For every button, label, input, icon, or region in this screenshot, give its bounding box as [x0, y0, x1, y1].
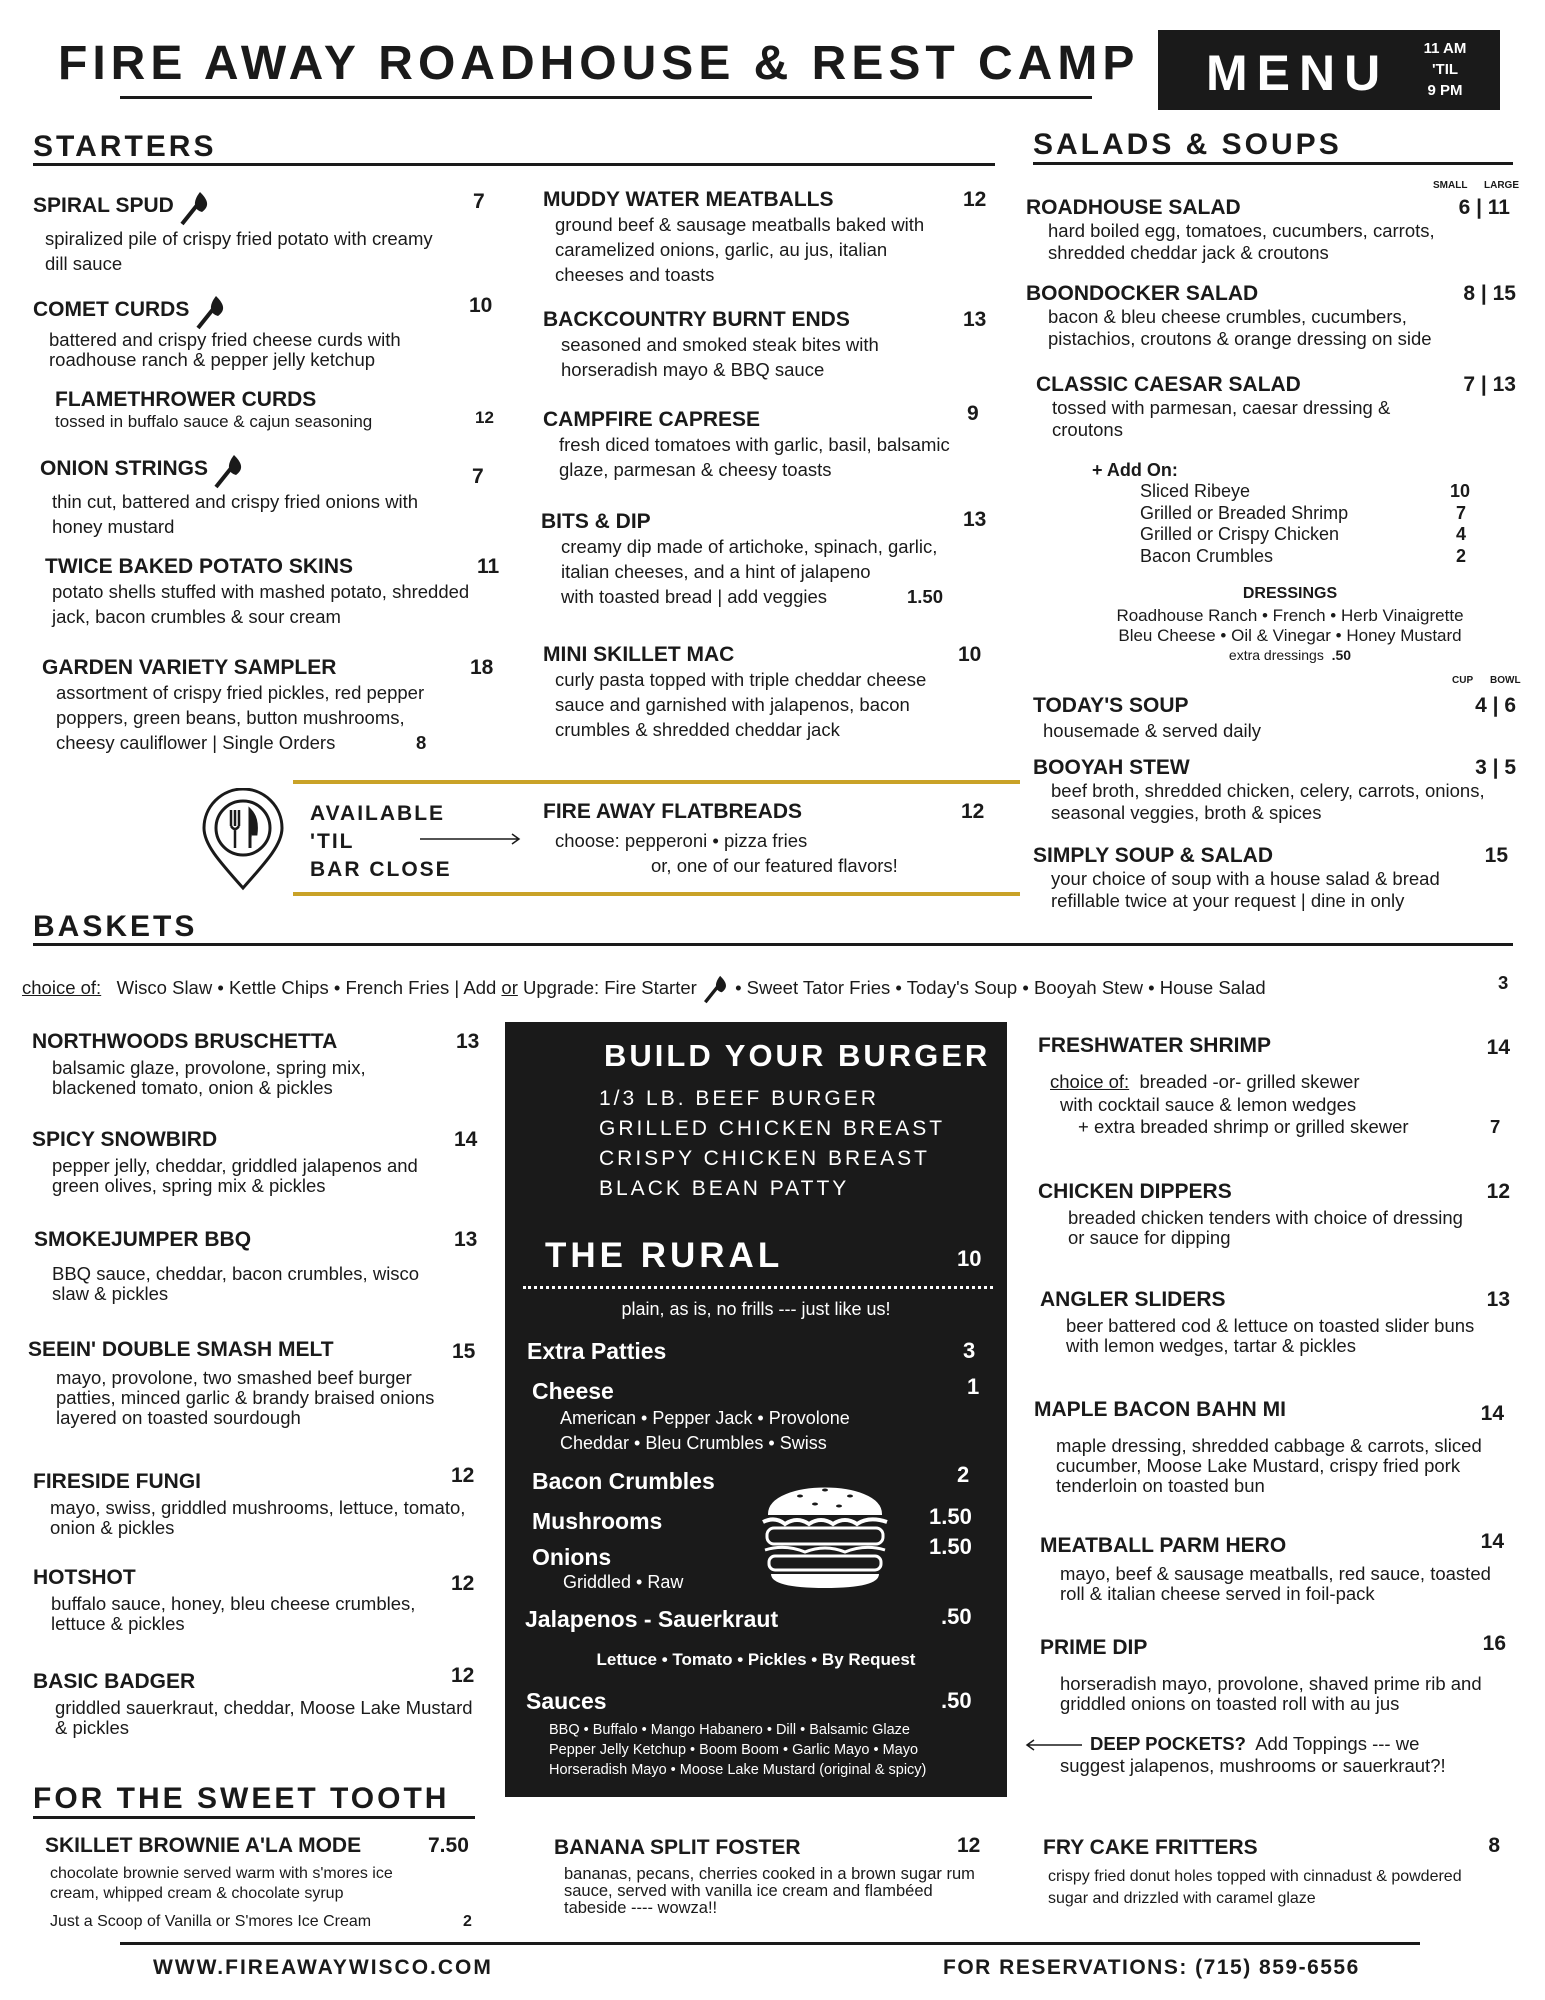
arrow-right-icon [420, 832, 522, 846]
addon-price: 7 [1455, 502, 1466, 523]
item-desc: beer battered cod & lettuce on toasted slider buns with lemon wedges, tartar & pickles [1066, 1315, 1475, 1356]
item-name: SPICY SNOWBIRD [32, 1128, 218, 1151]
the-rural-price: 10 [957, 1246, 982, 1271]
item-desc: spiralized pile of crispy fried potato with creamy dill sauce [45, 228, 433, 274]
item-name: BASIC BADGER [33, 1670, 196, 1693]
menu-item-spicy-snowbird [32, 1128, 482, 1196]
item-name: BOOYAH STEW [1033, 756, 1190, 779]
item-desc: mayo, beef & sausage meatballs, red sauce, toasted roll & italian cheese served in foil-pack [1060, 1563, 1491, 1604]
baskets-sides-line [22, 972, 1522, 1006]
sauces-list-3: Horseradish Mayo • Moose Lake Mustard (original & spicy) [549, 1762, 927, 1778]
item-price: 12 [957, 1834, 981, 1857]
menu-item-boondocker-salad [1026, 282, 1518, 350]
size-bowl-label: BOWL [1490, 675, 1521, 686]
item-desc: griddled sauerkraut, cheddar, Moose Lake Mustard & pickles [55, 1697, 473, 1738]
item-price: 14 [1486, 1036, 1510, 1059]
item-price: 12 [963, 188, 987, 211]
item-name: MINI SKILLET MAC [543, 643, 735, 666]
bar-close-line-2: 'TIL [310, 830, 355, 853]
salads-soups-heading: SALADS & SOUPS [1033, 128, 1342, 161]
addon-row [1140, 546, 1470, 568]
item-desc: BBQ sauce, cheddar, bacon crumbles, wisco slaw & pickles [52, 1263, 420, 1304]
item-desc: maple dressing, shredded cabbage & carrots, sliced cucumber, Moose Lake Mustard, crispy fried pork tenderloin on toasted bun [1056, 1435, 1482, 1496]
item-name: FIRESIDE FUNGI [33, 1470, 202, 1493]
match-flame-icon [212, 453, 246, 489]
menu-item-campfire-caprese [543, 402, 993, 482]
item-desc: creamy dip made of artichoke, spinach, garlic, italian cheeses, and a hint of jalapeno [561, 536, 938, 582]
hours-til: 'TIL [1431, 61, 1459, 78]
item-desc: chocolate brownie served warm with s'mores ice cream, whipped cream & chocolate syrup [50, 1865, 393, 1902]
menu-item-meatball-parm-hero [1040, 1530, 1510, 1604]
item-desc: horseradish mayo, provolone, shaved prime rib and griddled onions on toasted roll with au jus [1060, 1673, 1482, 1714]
ice-cream-scoop-line [50, 1912, 475, 1932]
item-price: 8 [1488, 1834, 1500, 1857]
item-desc: housemade & served daily [1043, 720, 1262, 741]
salads-rule [1033, 162, 1513, 165]
item-price: 10 [958, 643, 982, 666]
flatbread-bottom-rule [293, 892, 1020, 896]
item-price: 10 [469, 294, 493, 317]
dressings-line-1: Roadhouse Ranch • French • Herb Vinaigrette [1116, 606, 1464, 625]
burger-sketch-icon [755, 1468, 895, 1592]
item-name: BANANA SPLIT FOSTER [554, 1836, 801, 1859]
item-desc: bananas, pecans, cherries cooked in a brown sugar rum sauce, served with vanilla ice cream and flambéed tabeside ---- wowza!! [564, 1865, 975, 1917]
item-name: SPIRAL SPUD [33, 194, 174, 218]
burger-option: CRISPY CHICKEN BREAST [599, 1147, 931, 1170]
addon-row [1140, 524, 1470, 546]
deep-pockets-title: DEEP POCKETS? [1090, 1733, 1246, 1754]
item-name: GARDEN VARIETY SAMPLER [42, 656, 337, 679]
the-rural-desc: plain, as is, no frills --- just like us! [621, 1299, 891, 1319]
item-name: FRESHWATER SHRIMP [1038, 1034, 1271, 1057]
extra-dressings [1040, 646, 1540, 664]
extra-patties-price: 3 [963, 1338, 976, 1363]
addon-price: 4 [1455, 524, 1466, 544]
item-price: 7.50 [428, 1834, 469, 1857]
jalapenos-price: .50 [941, 1604, 972, 1629]
reservations-phone[interactable]: FOR RESERVATIONS: (715) 859-6556 [943, 1956, 1360, 1979]
item-price: 14 [1480, 1530, 1504, 1553]
item-price: 13 [963, 508, 987, 531]
item-desc: curly pasta topped with triple cheddar cheese sauce and garnished with jalapenos, bacon crumbles & shredded cheddar jack [555, 669, 927, 740]
item-extra: Just a Scoop of Vanilla or S'mores Ice Cream [50, 1913, 372, 1930]
burger-title: BUILD YOUR BURGER [604, 1038, 991, 1073]
deep-pockets-text-2: suggest jalapenos, mushrooms or sauerkraut?! [1060, 1755, 1446, 1776]
item-price: 12 [451, 1664, 475, 1687]
menu-item-booyah-stew [1033, 756, 1518, 824]
sauces-list-2: Pepper Jelly Ketchup • Boom Boom • Garlic Mayo • Mayo [549, 1742, 919, 1758]
dotted-divider [523, 1286, 993, 1289]
upgrade-list: Upgrade: Fire Starter [523, 976, 697, 998]
menu-item-basic-badger [33, 1664, 483, 1738]
item-name: TODAY'S SOUP [1033, 694, 1189, 717]
cheese-options-1: American • Pepper Jack • Provolone [560, 1408, 850, 1428]
onions: Onions [532, 1544, 612, 1570]
item-name: CAMPFIRE CAPRESE [543, 408, 761, 431]
menu-item-comet-curds [33, 294, 493, 370]
sauces: Sauces [526, 1688, 607, 1714]
item-desc: bacon & bleu cheese crumbles, cucumbers, pistachios, croutons & orange dressing on side [1048, 306, 1432, 349]
match-flame-icon [178, 190, 212, 226]
menu-item-prime-dip [1040, 1632, 1510, 1714]
item-name: HOTSHOT [33, 1566, 136, 1589]
item-desc-2: with cocktail sauce & lemon wedges [1060, 1094, 1357, 1115]
flatbread-top-rule [293, 780, 1020, 784]
menu-item-fry-cake-fritters [1043, 1836, 1510, 1910]
addon-name: Grilled or Crispy Chicken [1140, 524, 1340, 544]
item-desc: crispy fried donut holes topped with cinnadust & powdered sugar and drizzled with caramel glaze [1048, 1868, 1462, 1907]
sides-list: Wisco Slaw • Kettle Chips • French Fries | Add [116, 976, 497, 998]
item-name: FIRE AWAY FLATBREADS [543, 800, 803, 823]
item-desc: tossed with parmesan, caesar dressing & croutons [1052, 397, 1391, 440]
item-name: ROADHOUSE SALAD [1026, 196, 1241, 219]
item-desc: your choice of soup with a house salad & bread refillable twice at your request | dine in only [1051, 868, 1440, 911]
dressings-line-2: Bleu Cheese • Oil & Vinegar • Honey Mustard [1118, 626, 1462, 645]
header-underline [120, 96, 1092, 99]
item-price: 12 [451, 1464, 475, 1487]
mushrooms-price: 1.50 [929, 1504, 972, 1529]
dressings-block [1040, 585, 1540, 664]
item-price: 13 [963, 308, 987, 331]
item-price: 11 [477, 555, 500, 578]
menu-item-banana-split [554, 1836, 986, 1917]
item-desc: mayo, swiss, griddled mushrooms, lettuce, tomato, onion & pickles [50, 1497, 466, 1538]
item-name: CHICKEN DIPPERS [1038, 1180, 1232, 1203]
item-desc: balsamic glaze, provolone, spring mix, blackened tomato, onion & pickles [52, 1057, 366, 1098]
size-large-label: LARGE [1484, 180, 1519, 191]
menu-item-roadhouse-salad [1026, 196, 1518, 264]
menu-item-flamethrower-curds [55, 388, 495, 432]
menu-item-chicken-dippers [1038, 1180, 1510, 1248]
menu-item-angler-sliders [1040, 1288, 1510, 1356]
item-desc: assortment of crispy fried pickles, red pepper poppers, green beans, button mushrooms, [56, 682, 425, 728]
addon-row [1140, 481, 1470, 503]
item-name: SKILLET BROWNIE A'LA MODE [45, 1834, 362, 1857]
or-word: or [501, 976, 518, 998]
item-price: 13 [456, 1030, 480, 1053]
sauces-list-1: BBQ • Buffalo • Mango Habanero • Dill • Balsamic Glaze [549, 1722, 910, 1738]
item-name: MEATBALL PARM HERO [1040, 1534, 1287, 1557]
item-name: BOONDOCKER SALAD [1026, 282, 1259, 305]
item-desc: buffalo sauce, honey, bleu cheese crumbles, lettuce & pickles [51, 1593, 416, 1634]
item-name: SMOKEJUMPER BBQ [34, 1228, 252, 1251]
baskets-rule [33, 943, 1513, 946]
item-name: COMET CURDS [33, 298, 190, 322]
item-desc: breaded chicken tenders with choice of dressing or sauce for dipping [1068, 1207, 1463, 1248]
item-price: 16 [1482, 1632, 1506, 1655]
upgrade-list-2: • Sweet Tator Fries • Today's Soup • Booyah Stew • House Salad [735, 976, 1266, 998]
sweet-tooth-rule [33, 1816, 475, 1819]
menu-item-potato-skins [45, 555, 500, 629]
item-desc: tossed in buffalo sauce & cajun seasoning [55, 412, 373, 431]
menu-item-todays-soup [1033, 694, 1518, 743]
cheese-price: 1 [967, 1374, 980, 1399]
item-price: 12 [1486, 1180, 1510, 1203]
addon-price: 10 [1449, 481, 1470, 501]
item-price: 14 [1480, 1402, 1504, 1425]
sweet-tooth-heading: FOR THE SWEET TOOTH [33, 1782, 450, 1815]
choice-of-label: choice of: [22, 976, 102, 998]
menu-item-caesar-salad [1036, 373, 1518, 441]
item-price: 14 [454, 1128, 478, 1151]
menu-item-burnt-ends [543, 308, 993, 382]
menu-item-onion-strings [40, 453, 495, 539]
item-price: 12 [451, 1572, 475, 1595]
item-price: 3 | 5 [1475, 756, 1516, 779]
menu-item-soup-and-salad [1033, 844, 1518, 912]
burger-option: 1/3 LB. BEEF BURGER [599, 1087, 879, 1110]
item-desc: beef broth, shredded chicken, celery, carrots, onions, seasonal veggies, broth & spices [1051, 780, 1485, 823]
menu-item-skillet-brownie [45, 1834, 475, 1932]
mushrooms: Mushrooms [532, 1508, 663, 1534]
item-name: TWICE BAKED POTATO SKINS [45, 555, 354, 578]
flatbread-featured: or, one of our featured flavors! [651, 855, 898, 876]
the-rural-title: THE RURAL [545, 1236, 784, 1275]
restaurant-name: FIRE AWAY ROADHOUSE & REST CAMP [58, 37, 1140, 90]
website-link[interactable]: WWW.FIREAWAYWISCO.COM [153, 1956, 493, 1979]
item-price-2: 8 [416, 732, 427, 753]
upgrade-price: 3 [1498, 972, 1509, 993]
starters-heading: STARTERS [33, 130, 217, 163]
item-price: 13 [454, 1228, 478, 1251]
deep-pockets-text-1: Add Toppings --- we [1255, 1733, 1420, 1754]
item-name: CLASSIC CAESAR SALAD [1036, 373, 1301, 396]
item-extra-price: 2 [463, 1913, 472, 1930]
menu-item-mini-skillet-mac [543, 643, 993, 742]
jalapenos-sauerkraut: Jalapenos - Sauerkraut [525, 1606, 779, 1632]
menu-item-bits-and-dip [541, 510, 993, 609]
starters-rule [33, 163, 995, 166]
extra-dressings-price: .50 [1331, 647, 1352, 663]
addon-list [1140, 481, 1470, 567]
item-desc-1: breaded -or- grilled skewer [1139, 1071, 1360, 1092]
item-price: 7 | 13 [1463, 373, 1516, 396]
item-price: 13 [1486, 1288, 1510, 1311]
cheese-options-2: Cheddar • Bleu Crumbles • Swiss [560, 1433, 827, 1453]
menu-item-smash-melt [28, 1338, 478, 1428]
burger-option: GRILLED CHICKEN BREAST [599, 1117, 946, 1140]
addon-name: Grilled or Breaded Shrimp [1140, 502, 1349, 523]
hours-open: 11 AM [1423, 40, 1467, 57]
extra-dressings-label: extra dressings [1228, 647, 1324, 663]
item-price: 12 [961, 800, 985, 823]
item-desc: hard boiled egg, tomatoes, cucumbers, carrots, shredded cheddar jack & croutons [1048, 220, 1435, 263]
item-price: 7 [473, 190, 485, 213]
item-name: BITS & DIP [541, 510, 651, 533]
item-name: NORTHWOODS BRUSCHETTA [32, 1030, 338, 1053]
item-price: 7 [472, 465, 484, 488]
extra-patties: Extra Patties [527, 1338, 667, 1364]
menu-item-spiral-spud [33, 190, 493, 276]
item-price: 15 [452, 1340, 476, 1363]
choice-of-label: choice of: [1050, 1071, 1130, 1092]
shrimp-choice [1050, 1070, 1510, 1094]
item-name: PRIME DIP [1040, 1636, 1148, 1659]
menu-badge [1158, 30, 1500, 110]
menu-item-flatbreads [543, 800, 993, 878]
item-price: 6 | 11 [1458, 196, 1510, 219]
item-name: FLAMETHROWER CURDS [55, 388, 317, 411]
addon-name: Bacon Crumbles [1140, 545, 1274, 566]
item-name: SIMPLY SOUP & SALAD [1033, 844, 1274, 867]
item-price: 8 | 15 [1463, 282, 1516, 305]
cheese: Cheese [532, 1378, 614, 1404]
item-desc-2: cheesy cauliflower | Single Orders [56, 732, 336, 753]
menu-item-smokejumper-bbq [34, 1228, 484, 1304]
bacon-crumbles: Bacon Crumbles [532, 1468, 715, 1494]
dressings-title: DRESSINGS [1242, 585, 1338, 602]
bacon-price: 2 [957, 1462, 970, 1487]
footer-rule [120, 1942, 1420, 1945]
menu-item-garden-sampler [42, 656, 497, 755]
bar-close-line-3: BAR CLOSE [310, 858, 452, 881]
burger-options [599, 1084, 945, 1204]
item-price: 15 [1484, 844, 1508, 867]
match-flame-icon [702, 972, 730, 1006]
item-price-2: 1.50 [907, 586, 944, 607]
item-name: FRY CAKE FRITTERS [1043, 1836, 1258, 1859]
item-name: MAPLE BACON BAHN MI [1034, 1398, 1286, 1421]
build-your-burger-panel [505, 1022, 1007, 1797]
item-desc: fresh diced tomatoes with garlic, basil, balsamic glaze, parmesan & cheesy toasts [559, 434, 950, 480]
item-desc-3: + extra breaded shrimp or grilled skewer [1078, 1116, 1409, 1137]
item-price: 9 [967, 402, 979, 425]
addon-row [1140, 503, 1470, 525]
onions-price: 1.50 [929, 1534, 972, 1559]
menu-item-northwoods-bruschetta [32, 1030, 482, 1098]
item-name: ANGLER SLIDERS [1040, 1288, 1226, 1311]
menu-item-bahn-mi [1034, 1398, 1510, 1496]
hours [1410, 38, 1480, 101]
addon-title: + Add On: [1092, 460, 1178, 480]
item-desc: battered and crispy fried cheese curds with roadhouse ranch & pepper jelly ketchup [49, 329, 401, 370]
item-price: 4 | 6 [1475, 694, 1516, 717]
item-desc: ground beef & sausage meatballs baked with caramelized onions, garlic, au jus, italian cheeses and toasts [555, 214, 925, 285]
item-price-3: 7 [1490, 1116, 1501, 1137]
size-small-label: SMALL [1433, 180, 1468, 191]
match-flame-icon [194, 294, 228, 330]
menu-item-fireside-fungi [33, 1464, 483, 1538]
burger-option: BLACK BEAN PATTY [599, 1177, 850, 1200]
item-desc: mayo, provolone, two smashed beef burger patties, minced garlic & brandy braised onions layered on toasted sourdough [56, 1367, 435, 1428]
deep-pockets-note [1090, 1733, 1419, 1755]
menu-item-muddy-water-meatballs [543, 188, 993, 287]
item-desc: seasoned and smoked steak bites with horseradish mayo & BBQ sauce [561, 334, 879, 380]
onions-options: Griddled • Raw [563, 1572, 684, 1592]
item-name: MUDDY WATER MEATBALLS [543, 188, 834, 211]
addon-name: Sliced Ribeye [1140, 481, 1251, 501]
item-name: SEEIN' DOUBLE SMASH MELT [28, 1338, 334, 1361]
add-veggies-line [561, 584, 993, 609]
cutlery-pin-icon [200, 788, 286, 892]
item-desc: pepper jelly, cheddar, griddled jalapenos and green olives, spring mix & pickles [52, 1155, 418, 1196]
item-desc-2: with toasted bread | add veggies [561, 586, 828, 607]
extra-shrimp-line [1078, 1116, 1510, 1138]
sauces-price: .50 [941, 1688, 972, 1713]
item-desc: potato shells stuffed with mashed potato, shredded jack, bacon crumbles & sour cream [52, 581, 470, 627]
flatbread-choices: choose: pepperoni • pizza fries [555, 830, 808, 851]
bar-close-line-1: AVAILABLE [310, 802, 446, 825]
menu-item-hotshot [33, 1566, 483, 1634]
item-price: 18 [470, 656, 494, 679]
addon-price: 2 [1455, 545, 1466, 566]
item-name: BACKCOUNTRY BURNT ENDS [543, 308, 850, 331]
item-desc: thin cut, battered and crispy fried onions with honey mustard [52, 491, 419, 537]
item-price: 12 [475, 408, 494, 427]
baskets-heading: BASKETS [33, 910, 198, 943]
hours-close: 9 PM [1427, 82, 1463, 99]
menu-word: MENU [1206, 45, 1390, 101]
menu-item-freshwater-shrimp [1038, 1034, 1510, 1138]
arrow-left-icon [1024, 1738, 1082, 1752]
item-name: ONION STRINGS [40, 457, 209, 481]
size-cup-label: CUP [1452, 675, 1474, 686]
single-orders-line [56, 730, 497, 755]
by-request-toppings: Lettuce • Tomato • Pickles • By Request [596, 1650, 916, 1669]
